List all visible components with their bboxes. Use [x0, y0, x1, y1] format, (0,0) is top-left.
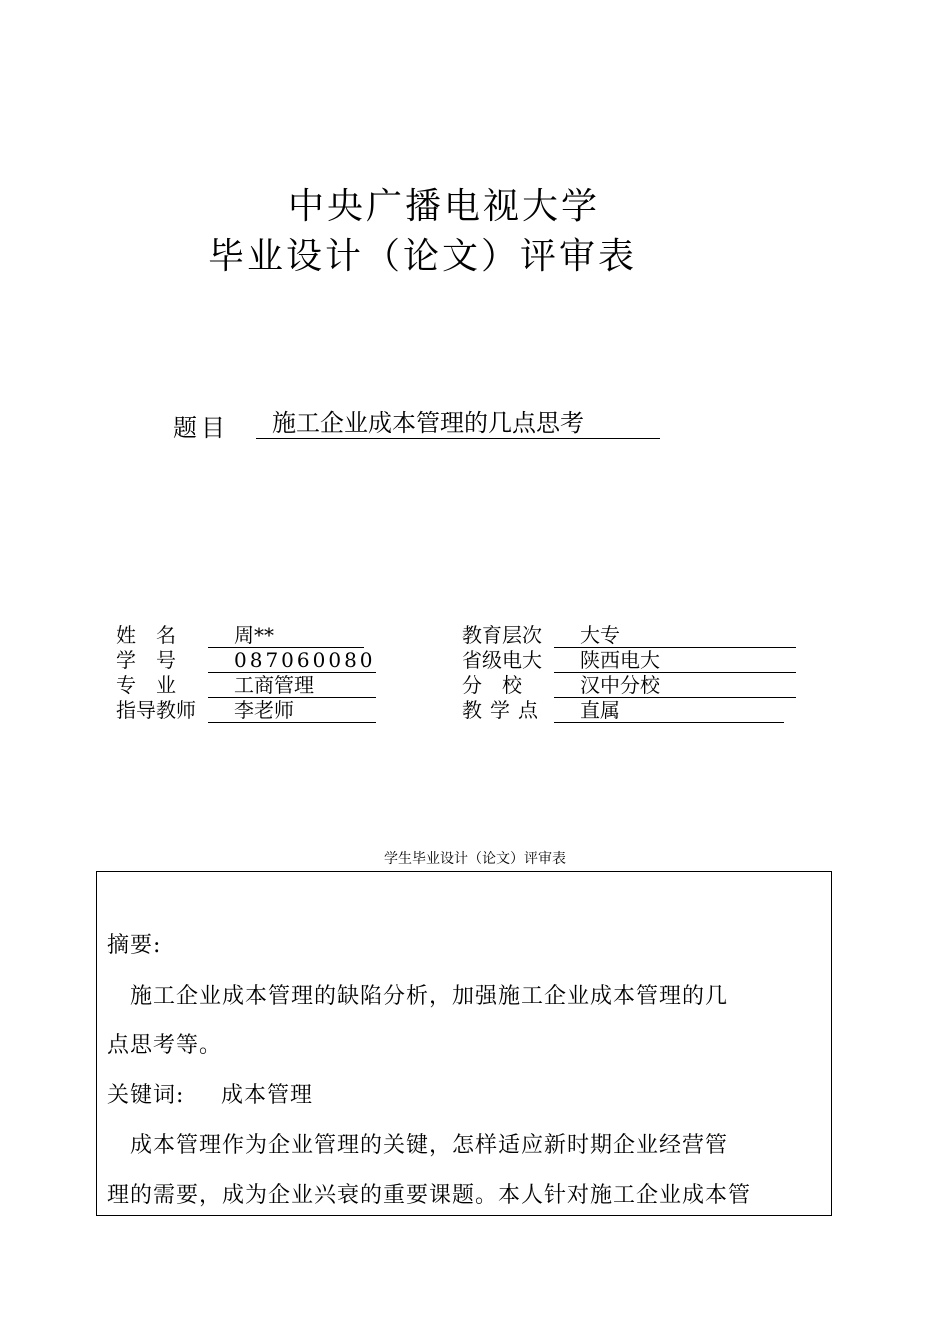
branch-value: 汉中分校	[554, 673, 796, 698]
body-line-1: 成本管理作为企业管理的关键，怎样适应新时期企业经营管	[107, 1133, 729, 1158]
level-value: 大专	[554, 623, 796, 648]
review-caption: 学生毕业设计（论文）评审表	[384, 851, 566, 867]
form-title: 毕业设计（论文）评审表	[208, 236, 638, 277]
university-title: 中央广播电视大学	[288, 186, 601, 227]
major-label: 专 业	[116, 673, 176, 697]
topic-value: 施工企业成本管理的几点思考	[256, 408, 660, 439]
advisor-value: 李老师	[208, 698, 376, 723]
name-label: 姓 名	[116, 623, 176, 647]
major-value: 工商管理	[208, 673, 376, 698]
site-label: 教学点	[462, 698, 546, 722]
province-label: 省级电大	[462, 648, 542, 672]
branch-label: 分 校	[462, 673, 522, 697]
level-label: 教育层次	[462, 623, 542, 647]
province-value: 陕西电大	[554, 648, 796, 673]
abstract-line-2: 点思考等。	[107, 1033, 223, 1058]
student-id-value: 087060080	[208, 648, 376, 673]
keywords-label: 关键词:	[107, 1083, 185, 1108]
review-box	[96, 871, 832, 1216]
keywords-value: 成本管理	[221, 1083, 314, 1108]
student-id-label: 学 号	[116, 648, 176, 672]
site-value: 直属	[554, 698, 784, 723]
body-line-2: 理的需要，成为企业兴衰的重要课题。本人针对施工企业成本管	[107, 1183, 752, 1208]
abstract-line-1: 施工企业成本管理的缺陷分析，加强施工企业成本管理的几	[107, 984, 729, 1009]
name-value: 周**	[208, 623, 364, 648]
topic-label: 题目	[173, 414, 229, 442]
abstract-label: 摘要:	[107, 933, 162, 958]
advisor-label: 指导教师	[116, 698, 196, 722]
